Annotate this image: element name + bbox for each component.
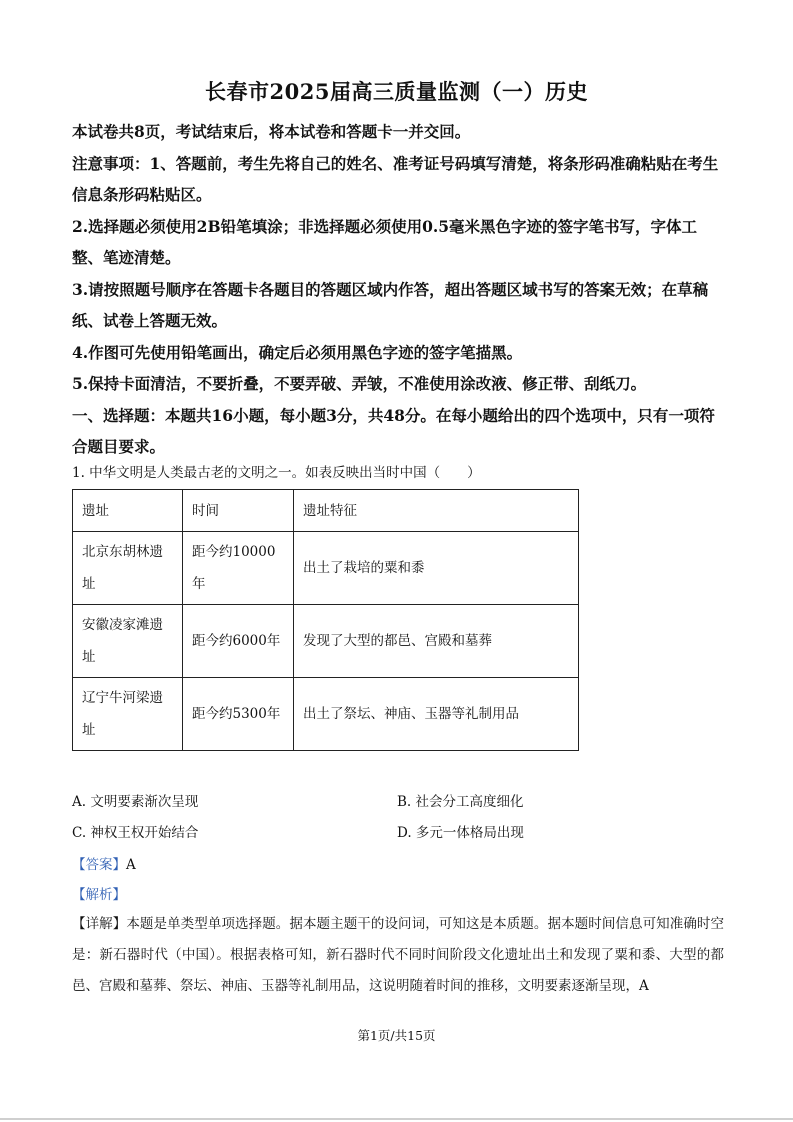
question-stem: 1. 中华文明是人类最古老的文明之一。如表反映出当时中国（ ） bbox=[72, 465, 481, 481]
section-heading: 一、选择题：本题共16小题，每小题3分，共48分。在每小题给出的四个选项中，只有一项符合题目要求。 bbox=[72, 405, 715, 456]
page-title: 长春市2025届高三质量监测（一）历史 bbox=[205, 79, 588, 104]
table-cell: 距今约6000年 bbox=[183, 605, 294, 678]
table-cell: 辽宁牛河梁遗址 bbox=[73, 678, 183, 751]
table-cell: 发现了大型的都邑、宫殿和墓葬 bbox=[294, 605, 579, 678]
table-cell: 安徽凌家滩遗址 bbox=[73, 605, 183, 678]
table-header-cell: 时间 bbox=[183, 490, 294, 532]
table-cell: 距今约5300年 bbox=[183, 678, 294, 751]
answer-value: A bbox=[126, 857, 136, 873]
option-b: B. 社会分工高度细化 bbox=[397, 794, 524, 810]
table-cell: 距今约10000年 bbox=[183, 532, 294, 605]
table-row bbox=[73, 532, 579, 605]
table-header-cell: 遗址特征 bbox=[294, 490, 579, 532]
answer-line bbox=[72, 853, 136, 873]
instruction-line: 本试卷共8页，考试结束后，将本试卷和答题卡一并交回。 bbox=[72, 122, 471, 141]
option-a: A. 文明要素渐次呈现 bbox=[72, 794, 199, 810]
table-header-cell: 遗址 bbox=[73, 490, 183, 532]
table-row bbox=[73, 678, 579, 751]
detail-paragraph bbox=[72, 909, 724, 1002]
table-cell: 出土了祭坛、神庙、玉器等礼制用品 bbox=[294, 678, 579, 751]
instruction-line: 2.选择题必须使用2B铅笔填涂；非选择题必须使用0.5毫米黑色字迹的签字笔书写，字体工整、笔迹清楚。 bbox=[72, 216, 698, 267]
table-row bbox=[73, 605, 579, 678]
instruction-line: 4.作图可先使用铅笔画出，确定后必须用黑色字迹的签字笔描黑。 bbox=[72, 342, 523, 362]
option-d: D. 多元一体格局出现 bbox=[397, 825, 524, 841]
table-header-row bbox=[73, 490, 579, 532]
detail-text: 本题是单类型单项选择题。据本题主题干的设问词，可知这是本质题。据本题时间信息可知准确时空是：新石器时代（中国）。根据表格可知，新石器时代不同时间阶段文化遗址出土和发现了粟和黍、大型的都邑、宫殿和墓葬、祭坛、神庙、玉器等礼制用品，这说明随着时间的推移，文明要素逐渐呈现，A bbox=[72, 916, 725, 994]
bottom-divider bbox=[0, 1118, 793, 1120]
instruction-line: 注意事项：1、答题前，考生先将自己的姓名、准考证号码填写清楚，将条形码准确粘贴在考生信息条形码粘贴区。 bbox=[72, 153, 719, 204]
instruction-line: 5.保持卡面清洁，不要折叠，不要弄破、弄皱，不准使用涂改液、修正带、刮纸刀。 bbox=[72, 374, 647, 393]
page-number: 第1页/共15页 bbox=[357, 1028, 436, 1043]
table-cell: 出土了栽培的粟和黍 bbox=[294, 532, 579, 605]
exam-instructions bbox=[72, 116, 724, 463]
detail-tag: 【详解】 bbox=[72, 916, 127, 932]
relics-table bbox=[72, 489, 579, 751]
table-cell: 北京东胡林遗址 bbox=[73, 532, 183, 605]
analysis-line bbox=[72, 883, 126, 903]
answer-tag: 【答案】 bbox=[72, 857, 126, 873]
option-c: C. 神权王权开始结合 bbox=[72, 825, 199, 841]
instruction-line: 3.请按照题号顺序在答题卡各题目的答题区域内作答，超出答题区域书写的答案无效；在草稿纸、试卷上答题无效。 bbox=[72, 279, 709, 330]
analysis-tag: 【解析】 bbox=[72, 887, 126, 903]
